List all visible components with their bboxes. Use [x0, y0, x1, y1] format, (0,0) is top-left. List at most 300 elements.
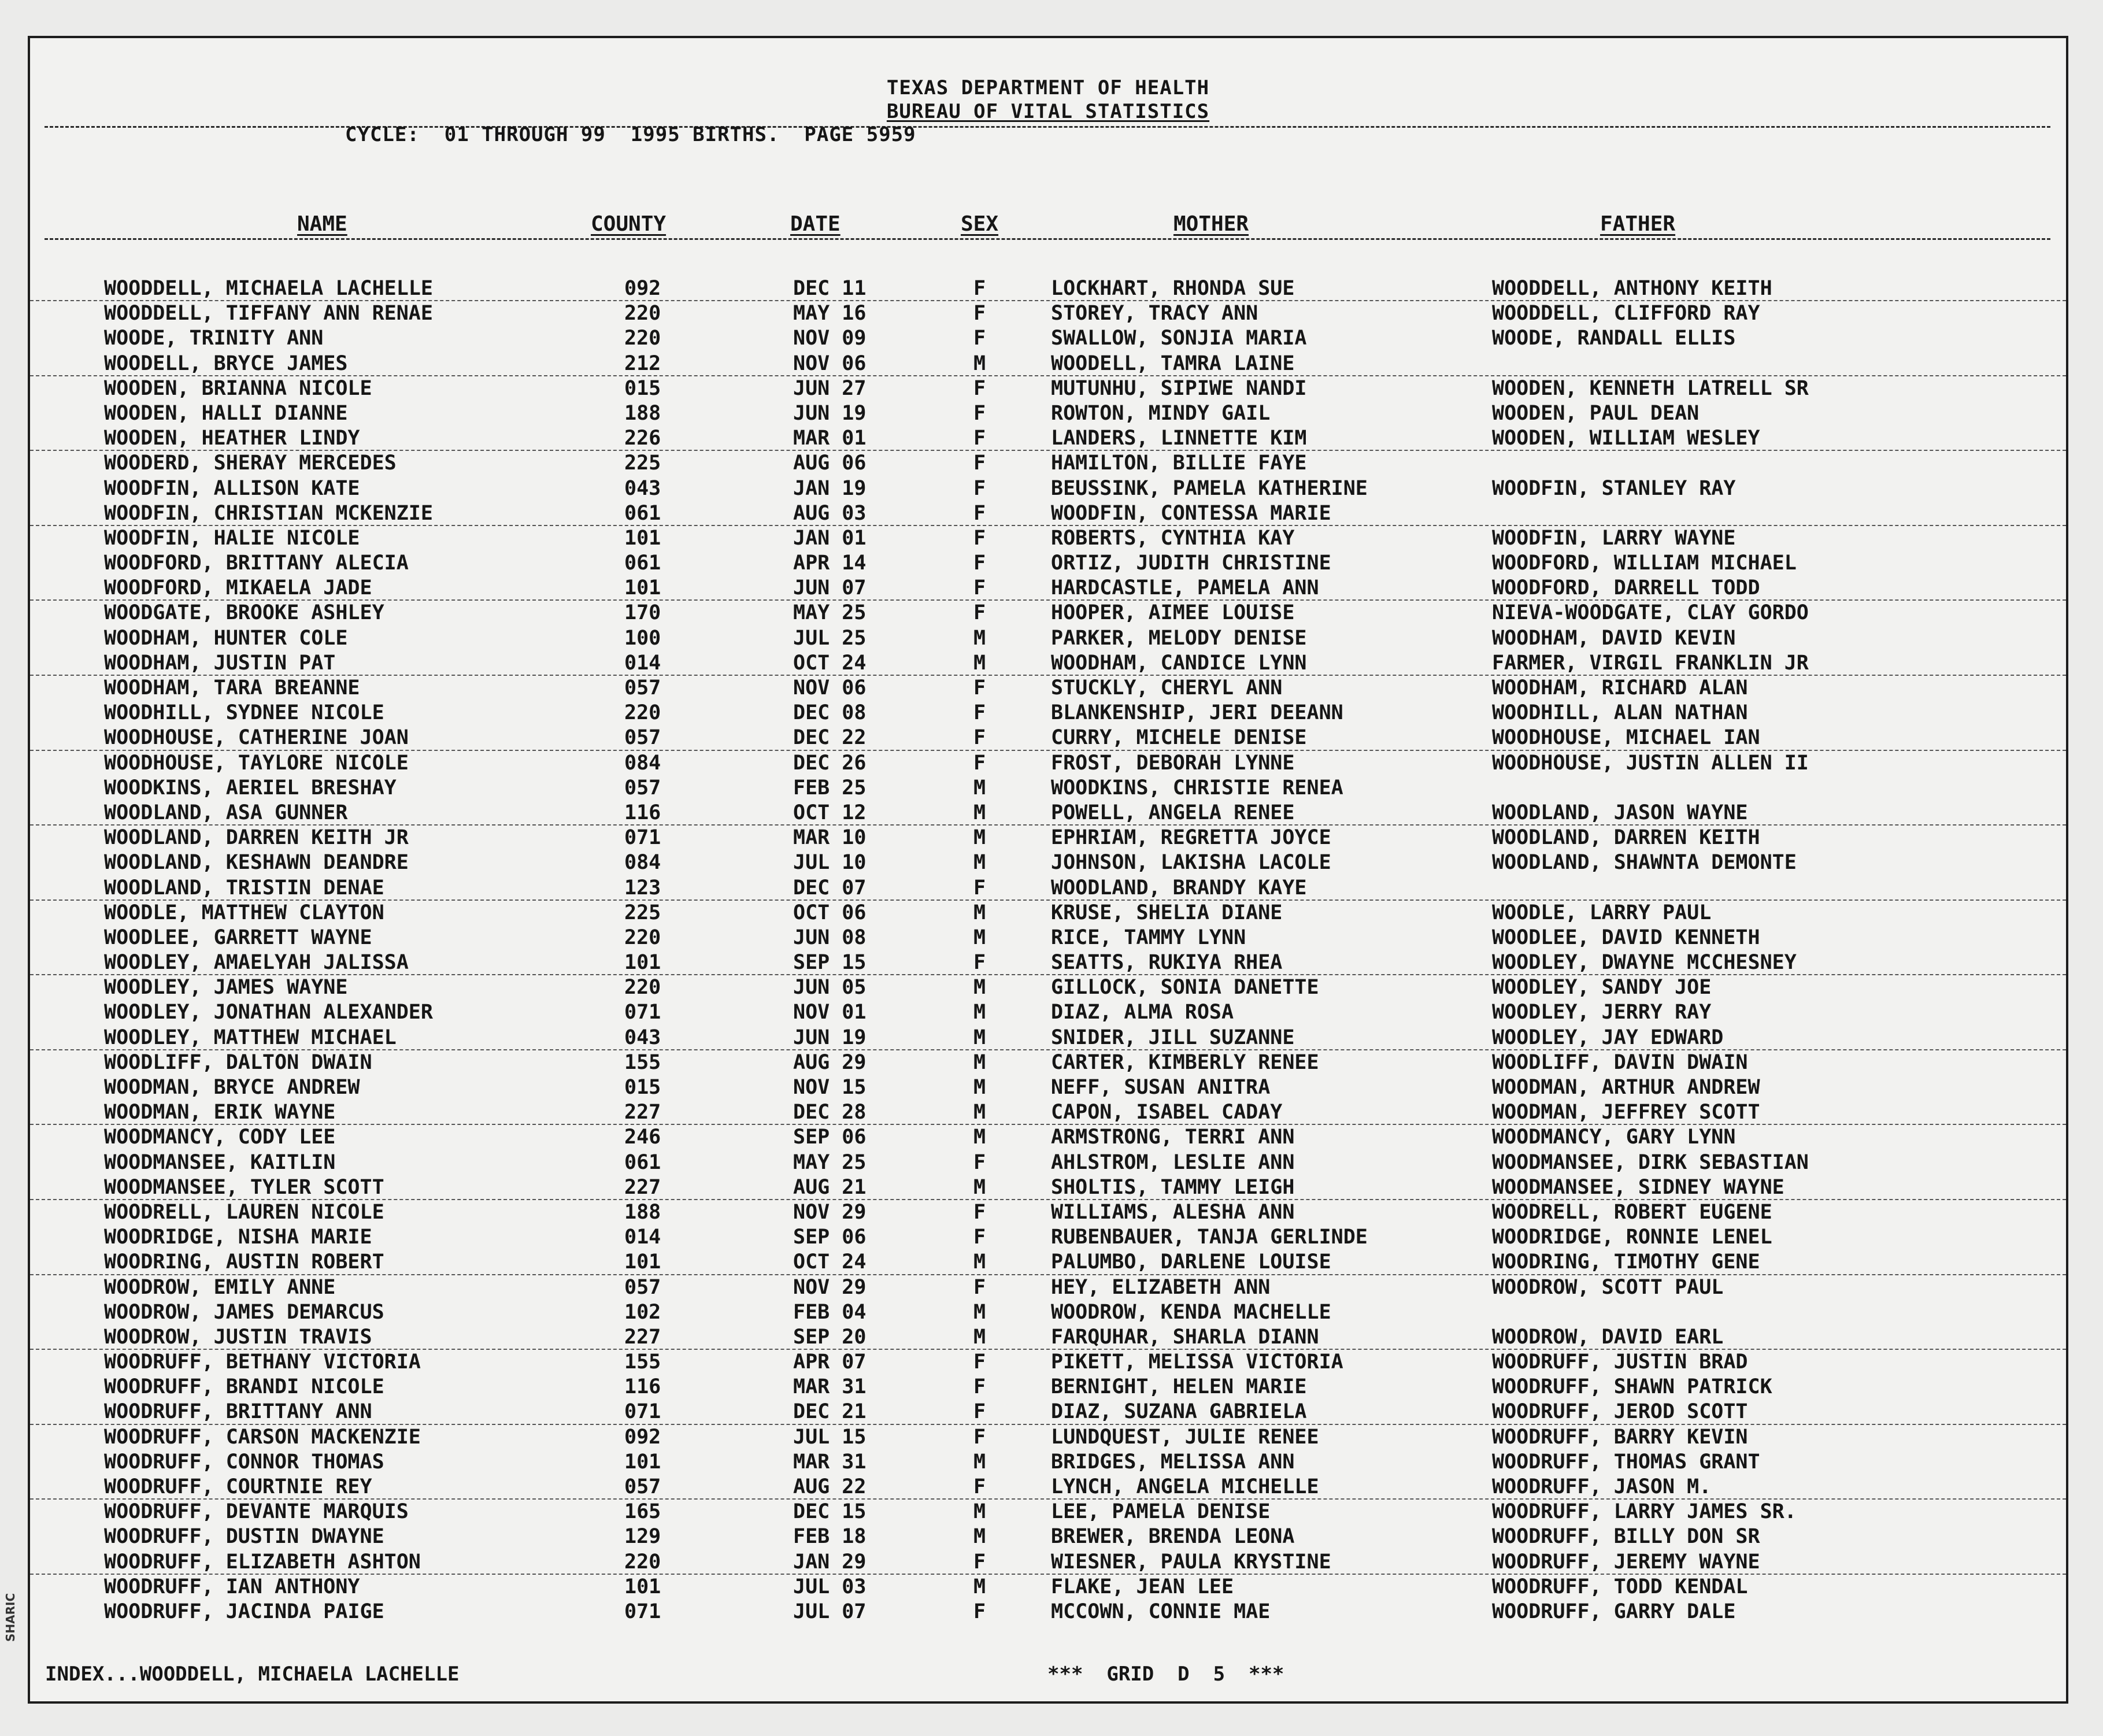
table-row: [30, 1026, 2066, 1050]
cell-sex: M: [973, 1050, 986, 1074]
cell-county: 043: [624, 1026, 661, 1049]
cell-name: WOODHILL, SYDNEE NICOLE: [104, 701, 384, 725]
cell-sex: M: [973, 1076, 986, 1099]
cell-mother: KRUSE, SHELIA DIANE: [1051, 901, 1283, 924]
cell-name: WOODRUFF, BRANDI NICOLE: [104, 1375, 384, 1399]
cell-mother: SEATTS, RUKIYA RHEA: [1051, 951, 1283, 975]
cell-date: OCT 24: [793, 651, 867, 675]
cell-name: WOODLEY, MATTHEW MICHAEL: [104, 1026, 397, 1049]
cell-mother: AHLSTROM, LESLIE ANN: [1051, 1150, 1295, 1174]
cell-county: 014: [624, 651, 661, 675]
cell-sex: F: [973, 701, 986, 725]
cell-name: WOODMANSEE, KAITLIN: [104, 1150, 336, 1174]
cell-mother: STOREY, TRACY ANN: [1051, 302, 1258, 325]
cell-county: 071: [624, 1400, 661, 1424]
col-mother-header: MOTHER: [1173, 212, 1249, 236]
table-row: [30, 1450, 2066, 1475]
cell-county: 061: [624, 551, 661, 575]
table-row: [30, 726, 2066, 750]
cell-mother: RICE, TAMMY LYNN: [1051, 926, 1246, 949]
cell-sex: M: [973, 1175, 986, 1199]
cell-date: MAY 16: [793, 302, 867, 325]
cell-sex: M: [973, 1250, 986, 1274]
cell-father: WOODLEY, JERRY RAY: [1492, 1001, 1712, 1024]
cell-name: WOODROW, JUSTIN TRAVIS: [104, 1325, 372, 1349]
cell-sex: F: [973, 726, 986, 750]
cell-date: DEC 07: [793, 876, 867, 900]
cell-date: AUG 22: [793, 1475, 867, 1498]
cell-mother: FLAKE, JEAN LEE: [1051, 1575, 1234, 1598]
cell-mother: FROST, DEBORAH LYNNE: [1051, 751, 1295, 775]
table-row: [30, 626, 2066, 651]
cell-father: WOODLEE, DAVID KENNETH: [1492, 926, 1760, 949]
cell-father: WOODRING, TIMOTHY GENE: [1492, 1250, 1760, 1274]
cell-sex: F: [973, 676, 986, 699]
cell-mother: LYNCH, ANGELA MICHELLE: [1051, 1475, 1319, 1498]
cell-mother: EPHRIAM, REGRETTA JOYCE: [1051, 826, 1331, 850]
cell-date: AUG 29: [793, 1050, 867, 1074]
table-row: [30, 850, 2066, 875]
cell-date: SEP 06: [793, 1226, 867, 1249]
cell-mother: BEUSSINK, PAMELA KATHERINE: [1051, 476, 1368, 500]
table-row: [30, 1375, 2066, 1400]
cell-father: WOODFIN, LARRY WAYNE: [1492, 526, 1736, 550]
cell-county: 092: [624, 1425, 661, 1449]
table-row: [30, 1475, 2066, 1500]
cell-county: 116: [624, 1375, 661, 1399]
table-row: [30, 551, 2066, 576]
cell-sex: F: [973, 1275, 986, 1299]
cell-father: WOODRUFF, JEROD SCOTT: [1492, 1400, 1748, 1424]
cell-father: WOODFORD, DARRELL TODD: [1492, 576, 1760, 600]
cell-county: 057: [624, 1475, 661, 1498]
cell-county: 220: [624, 327, 661, 350]
cell-sex: M: [973, 1300, 986, 1324]
cell-date: AUG 03: [793, 501, 867, 525]
cell-father: WOODRUFF, SHAWN PATRICK: [1492, 1375, 1772, 1399]
cell-name: WOODRING, AUSTIN ROBERT: [104, 1250, 384, 1274]
cell-father: WOODRUFF, JEREMY WAYNE: [1492, 1550, 1760, 1574]
cell-name: WOODLEE, GARRETT WAYNE: [104, 926, 372, 949]
table-row: [30, 376, 2066, 401]
cell-mother: CAPON, ISABEL CADAY: [1051, 1101, 1283, 1124]
cell-mother: WOODELL, TAMRA LAINE: [1051, 351, 1295, 375]
table-row: [30, 576, 2066, 601]
cell-county: 225: [624, 901, 661, 924]
table-row: [30, 426, 2066, 451]
cell-mother: ORTIZ, JUDITH CHRISTINE: [1051, 551, 1331, 575]
cell-mother: NEFF, SUSAN ANITRA: [1051, 1076, 1271, 1099]
cell-county: 212: [624, 351, 661, 375]
cell-sex: F: [973, 277, 986, 300]
cell-mother: GILLOCK, SONIA DANETTE: [1051, 976, 1319, 1000]
col-father-header: FATHER: [1600, 212, 1676, 236]
cell-date: DEC 22: [793, 726, 867, 750]
cell-sex: M: [973, 1450, 986, 1474]
cell-county: 227: [624, 1325, 661, 1349]
cell-mother: LEE, PAMELA DENISE: [1051, 1500, 1271, 1524]
cell-date: NOV 06: [793, 676, 867, 699]
bureau-title: BUREAU OF VITAL STATISTICS: [886, 100, 1210, 123]
cell-father: NIEVA-WOODGATE, CLAY GORDO: [1492, 601, 1809, 625]
cell-mother: HEY, ELIZABETH ANN: [1051, 1275, 1271, 1299]
cycle-line: CYCLE: 01 THROUGH 99 1995 BIRTHS. PAGE 5959: [345, 123, 916, 146]
cell-mother: PALUMBO, DARLENE LOUISE: [1051, 1250, 1331, 1274]
cell-mother: LOCKHART, RHONDA SUE: [1051, 277, 1295, 300]
cell-sex: M: [973, 1126, 986, 1149]
cell-date: MAR 31: [793, 1450, 867, 1474]
cell-name: WOODMAN, ERIK WAYNE: [104, 1101, 336, 1124]
cell-date: NOV 01: [793, 1001, 867, 1024]
cell-date: FEB 04: [793, 1300, 867, 1324]
cell-date: MAR 10: [793, 826, 867, 850]
cell-father: WOODHOUSE, JUSTIN ALLEN II: [1492, 751, 1809, 775]
cell-name: WOODROW, EMILY ANNE: [104, 1275, 336, 1299]
cell-sex: F: [973, 302, 986, 325]
table-row: [30, 1575, 2066, 1600]
cell-date: OCT 12: [793, 801, 867, 824]
cell-name: WOODE, TRINITY ANN: [104, 327, 324, 350]
cell-sex: F: [973, 1226, 986, 1249]
cell-name: WOODRUFF, CARSON MACKENZIE: [104, 1425, 421, 1449]
cell-sex: M: [973, 851, 986, 875]
cell-county: 220: [624, 926, 661, 949]
table-row: [30, 401, 2066, 426]
cell-date: FEB 25: [793, 776, 867, 799]
table-row: [30, 1050, 2066, 1075]
cell-county: 165: [624, 1500, 661, 1524]
cell-county: 071: [624, 1600, 661, 1623]
cell-name: WOODHAM, TARA BREANNE: [104, 676, 360, 699]
table-row: [30, 651, 2066, 676]
table-row: [30, 1500, 2066, 1524]
cell-mother: HARDCASTLE, PAMELA ANN: [1051, 576, 1319, 600]
cell-mother: WOODHAM, CANDICE LYNN: [1051, 651, 1307, 675]
cell-sex: F: [973, 1375, 986, 1399]
cell-date: JUN 08: [793, 926, 867, 949]
cell-mother: WIESNER, PAULA KRYSTINE: [1051, 1550, 1331, 1574]
cell-sex: M: [973, 1001, 986, 1024]
cell-name: WOODRUFF, DEVANTE MARQUIS: [104, 1500, 409, 1524]
column-header-rule: [45, 238, 2050, 240]
cell-date: DEC 28: [793, 1101, 867, 1124]
cell-mother: JOHNSON, LAKISHA LACOLE: [1051, 851, 1331, 875]
cell-county: 084: [624, 751, 661, 775]
cell-sex: F: [973, 1425, 986, 1449]
cell-sex: M: [973, 1101, 986, 1124]
cell-mother: SHOLTIS, TAMMY LEIGH: [1051, 1175, 1295, 1199]
cell-mother: ARMSTRONG, TERRI ANN: [1051, 1126, 1295, 1149]
cell-sex: F: [973, 1600, 986, 1623]
table-row: [30, 601, 2066, 625]
table-row: [30, 1200, 2066, 1225]
cell-sex: M: [973, 626, 986, 650]
cell-name: WOODDELL, MICHAELA LACHELLE: [104, 277, 433, 300]
table-row: [30, 526, 2066, 551]
cell-date: FEB 18: [793, 1525, 867, 1549]
cell-date: NOV 29: [793, 1200, 867, 1224]
cell-sex: F: [973, 1550, 986, 1574]
cell-sex: F: [973, 476, 986, 500]
cell-date: JUL 15: [793, 1425, 867, 1449]
grid-footer: *** GRID D 5 ***: [1047, 1663, 1284, 1686]
cell-date: JUN 19: [793, 401, 867, 425]
cell-date: JAN 29: [793, 1550, 867, 1574]
cell-mother: WOODLAND, BRANDY KAYE: [1051, 876, 1307, 900]
cell-father: WOODRUFF, JUSTIN BRAD: [1492, 1350, 1748, 1374]
cell-name: WOODELL, BRYCE JAMES: [104, 351, 348, 375]
cell-mother: LUNDQUEST, JULIE RENEE: [1051, 1425, 1319, 1449]
table-row: [30, 1425, 2066, 1450]
cell-father: WOODE, RANDALL ELLIS: [1492, 327, 1736, 350]
table-row: [30, 476, 2066, 501]
cell-mother: BREWER, BRENDA LEONA: [1051, 1525, 1295, 1549]
cell-county: 102: [624, 1300, 661, 1324]
cell-county: 246: [624, 1126, 661, 1149]
cell-date: APR 14: [793, 551, 867, 575]
cell-county: 220: [624, 1550, 661, 1574]
cell-father: WOODMANSEE, DIRK SEBASTIAN: [1492, 1150, 1809, 1174]
cell-mother: MCCOWN, CONNIE MAE: [1051, 1600, 1271, 1623]
cell-mother: FARQUHAR, SHARLA DIANN: [1051, 1325, 1319, 1349]
cell-name: WOODEN, BRIANNA NICOLE: [104, 376, 372, 400]
table-row: [30, 1550, 2066, 1575]
table-row: [30, 1350, 2066, 1375]
cell-mother: WOODROW, KENDA MACHELLE: [1051, 1300, 1331, 1324]
cell-father: WOODRELL, ROBERT EUGENE: [1492, 1200, 1772, 1224]
cell-father: WOODMANSEE, SIDNEY WAYNE: [1492, 1175, 1784, 1199]
cell-name: WOODFORD, MIKAELA JADE: [104, 576, 372, 600]
cell-date: SEP 15: [793, 951, 867, 975]
table-row: [30, 1075, 2066, 1100]
cell-father: WOODLAND, JASON WAYNE: [1492, 801, 1748, 824]
cell-county: 226: [624, 427, 661, 450]
index-page: [28, 36, 2068, 1704]
cell-county: 123: [624, 876, 661, 900]
cell-date: MAR 31: [793, 1375, 867, 1399]
cell-date: DEC 08: [793, 701, 867, 725]
cell-mother: PIKETT, MELISSA VICTORIA: [1051, 1350, 1343, 1374]
cell-sex: F: [973, 376, 986, 400]
table-row: [30, 1325, 2066, 1350]
cell-father: WOODDELL, ANTHONY KEITH: [1492, 277, 1772, 300]
cell-name: WOODFIN, ALLISON KATE: [104, 476, 360, 500]
table-row: [30, 926, 2066, 950]
cell-mother: WOODKINS, CHRISTIE RENEA: [1051, 776, 1343, 799]
cell-county: 188: [624, 401, 661, 425]
side-stamp: SHARIC: [3, 1593, 17, 1642]
cell-sex: M: [973, 1026, 986, 1049]
cell-name: WOODERD, SHERAY MERCEDES: [104, 451, 397, 475]
cell-mother: BLANKENSHIP, JERI DEEANN: [1051, 701, 1343, 725]
cell-county: 116: [624, 801, 661, 824]
cell-date: NOV 15: [793, 1076, 867, 1099]
cell-date: NOV 09: [793, 327, 867, 350]
cell-county: 155: [624, 1050, 661, 1074]
cell-sex: M: [973, 976, 986, 1000]
table-row: [30, 801, 2066, 826]
cell-county: 227: [624, 1101, 661, 1124]
table-row: [30, 826, 2066, 850]
cell-name: WOODRUFF, IAN ANTHONY: [104, 1575, 360, 1598]
cell-mother: RUBENBAUER, TANJA GERLINDE: [1051, 1226, 1368, 1249]
cell-sex: F: [973, 1200, 986, 1224]
cell-father: WOODRUFF, TODD KENDAL: [1492, 1575, 1748, 1598]
cell-name: WOODLEY, JAMES WAYNE: [104, 976, 348, 1000]
cell-sex: M: [973, 826, 986, 850]
cell-county: 061: [624, 1150, 661, 1174]
cell-date: JUN 19: [793, 1026, 867, 1049]
cell-name: WOODEN, HALLI DIANNE: [104, 401, 348, 425]
cell-name: WOODKINS, AERIEL BRESHAY: [104, 776, 397, 799]
cell-name: WOODRELL, LAUREN NICOLE: [104, 1200, 384, 1224]
cell-name: WOODMANSEE, TYLER SCOTT: [104, 1175, 384, 1199]
cell-father: WOODMAN, ARTHUR ANDREW: [1492, 1076, 1760, 1099]
cell-sex: F: [973, 1475, 986, 1498]
cell-county: 129: [624, 1525, 661, 1549]
cell-name: WOODRUFF, COURTNIE REY: [104, 1475, 372, 1498]
cell-father: WOODHAM, DAVID KEVIN: [1492, 626, 1736, 650]
cell-mother: WILLIAMS, ALESHA ANN: [1051, 1200, 1295, 1224]
cell-county: 057: [624, 1275, 661, 1299]
cell-mother: STUCKLY, CHERYL ANN: [1051, 676, 1283, 699]
cell-father: FARMER, VIRGIL FRANKLIN JR: [1492, 651, 1809, 675]
cell-father: WOODMAN, JEFFREY SCOTT: [1492, 1101, 1760, 1124]
table-row: [30, 451, 2066, 476]
cell-father: WOODLAND, SHAWNTA DEMONTE: [1492, 851, 1797, 875]
cell-father: WOODEN, PAUL DEAN: [1492, 401, 1700, 425]
cell-name: WOODMAN, BRYCE ANDREW: [104, 1076, 360, 1099]
cell-mother: ROWTON, MINDY GAIL: [1051, 401, 1271, 425]
cell-father: WOODRIDGE, RONNIE LENEL: [1492, 1226, 1772, 1249]
cell-name: WOODEN, HEATHER LINDY: [104, 427, 360, 450]
col-date-header: DATE: [790, 212, 841, 236]
cell-sex: F: [973, 501, 986, 525]
table-row: [30, 676, 2066, 701]
cell-sex: F: [973, 751, 986, 775]
cell-county: 170: [624, 601, 661, 625]
cell-father: WOODRUFF, BARRY KEVIN: [1492, 1425, 1748, 1449]
cell-name: WOODFIN, CHRISTIAN MCKENZIE: [104, 501, 433, 525]
cell-sex: F: [973, 601, 986, 625]
cell-name: WOODRUFF, BRITTANY ANN: [104, 1400, 372, 1424]
cell-mother: PARKER, MELODY DENISE: [1051, 626, 1307, 650]
cell-date: DEC 26: [793, 751, 867, 775]
cell-father: WOODRUFF, JASON M.: [1492, 1475, 1712, 1498]
cell-sex: M: [973, 926, 986, 949]
cell-sex: M: [973, 651, 986, 675]
cell-county: 155: [624, 1350, 661, 1374]
cell-sex: F: [973, 551, 986, 575]
table-row: [30, 1125, 2066, 1150]
table-row: [30, 1600, 2066, 1624]
cell-mother: LANDERS, LINNETTE KIM: [1051, 427, 1307, 450]
cell-mother: CARTER, KIMBERLY RENEE: [1051, 1050, 1319, 1074]
cell-father: WOODLEY, DWAYNE MCCHESNEY: [1492, 951, 1797, 975]
cell-name: WOODRIDGE, NISHA MARIE: [104, 1226, 372, 1249]
cell-date: JUN 07: [793, 576, 867, 600]
cell-name: WOODRUFF, JACINDA PAIGE: [104, 1600, 384, 1623]
cell-date: JUN 05: [793, 976, 867, 1000]
cell-father: WOODLIFF, DAVIN DWAIN: [1492, 1050, 1748, 1074]
cell-date: JUL 03: [793, 1575, 867, 1598]
cell-mother: WOODFIN, CONTESSA MARIE: [1051, 501, 1331, 525]
cell-sex: F: [973, 1400, 986, 1424]
table-row: [30, 751, 2066, 776]
col-county-header: COUNTY: [591, 212, 667, 236]
cell-name: WOODLE, MATTHEW CLAYTON: [104, 901, 384, 924]
table-row: [30, 901, 2066, 926]
cell-father: WOODLE, LARRY PAUL: [1492, 901, 1712, 924]
table-row: [30, 876, 2066, 901]
cell-father: WOODLEY, JAY EDWARD: [1492, 1026, 1724, 1049]
cell-father: WOODHAM, RICHARD ALAN: [1492, 676, 1748, 699]
cell-sex: M: [973, 1500, 986, 1524]
cell-father: WOODRUFF, BILLY DON SR: [1492, 1525, 1760, 1549]
cell-county: 071: [624, 826, 661, 850]
cell-date: DEC 11: [793, 277, 867, 300]
cell-date: OCT 06: [793, 901, 867, 924]
cell-date: SEP 20: [793, 1325, 867, 1349]
cell-county: 101: [624, 1450, 661, 1474]
cell-date: AUG 21: [793, 1175, 867, 1199]
cell-father: WOODEN, KENNETH LATRELL SR: [1492, 376, 1809, 400]
cell-date: NOV 29: [793, 1275, 867, 1299]
cell-sex: F: [973, 951, 986, 975]
cell-name: WOODRUFF, CONNOR THOMAS: [104, 1450, 384, 1474]
cell-sex: M: [973, 776, 986, 799]
cell-county: 225: [624, 451, 661, 475]
cell-date: MAR 01: [793, 427, 867, 450]
cell-father: WOODRUFF, GARRY DALE: [1492, 1600, 1736, 1623]
table-row: [30, 1400, 2066, 1424]
cell-name: WOODHAM, JUSTIN PAT: [104, 651, 336, 675]
table-row: [30, 276, 2066, 301]
table-row: [30, 1524, 2066, 1549]
cell-sex: M: [973, 1525, 986, 1549]
table-row: [30, 1250, 2066, 1275]
cell-county: 101: [624, 526, 661, 550]
cell-county: 061: [624, 501, 661, 525]
cell-county: 015: [624, 376, 661, 400]
cell-county: 084: [624, 851, 661, 875]
cell-mother: DIAZ, SUZANA GABRIELA: [1051, 1400, 1307, 1424]
cell-mother: ROBERTS, CYNTHIA KAY: [1051, 526, 1295, 550]
table-row: [30, 975, 2066, 1000]
cell-sex: F: [973, 451, 986, 475]
cell-name: WOODRUFF, ELIZABETH ASHTON: [104, 1550, 421, 1574]
table-row: [30, 950, 2066, 975]
cell-name: WOODROW, JAMES DEMARCUS: [104, 1300, 384, 1324]
cell-county: 101: [624, 1575, 661, 1598]
cell-name: WOODLAND, DARREN KEITH JR: [104, 826, 409, 850]
cell-father: WOODLEY, SANDY JOE: [1492, 976, 1712, 1000]
cell-name: WOODGATE, BROOKE ASHLEY: [104, 601, 384, 625]
cell-date: OCT 24: [793, 1250, 867, 1274]
cell-mother: SWALLOW, SONJIA MARIA: [1051, 327, 1307, 350]
cell-date: JUL 07: [793, 1600, 867, 1623]
cell-date: JUL 25: [793, 626, 867, 650]
cell-name: WOODRUFF, BETHANY VICTORIA: [104, 1350, 421, 1374]
cell-date: APR 07: [793, 1350, 867, 1374]
cell-father: WOODROW, SCOTT PAUL: [1492, 1275, 1724, 1299]
cell-name: WOODLEY, AMAELYAH JALISSA: [104, 951, 409, 975]
cell-date: JUL 10: [793, 851, 867, 875]
index-footer: INDEX...WOODDELL, MICHAELA LACHELLE: [45, 1663, 460, 1686]
cell-county: 057: [624, 726, 661, 750]
cell-father: WOODHILL, ALAN NATHAN: [1492, 701, 1748, 725]
table-row: [30, 1175, 2066, 1200]
